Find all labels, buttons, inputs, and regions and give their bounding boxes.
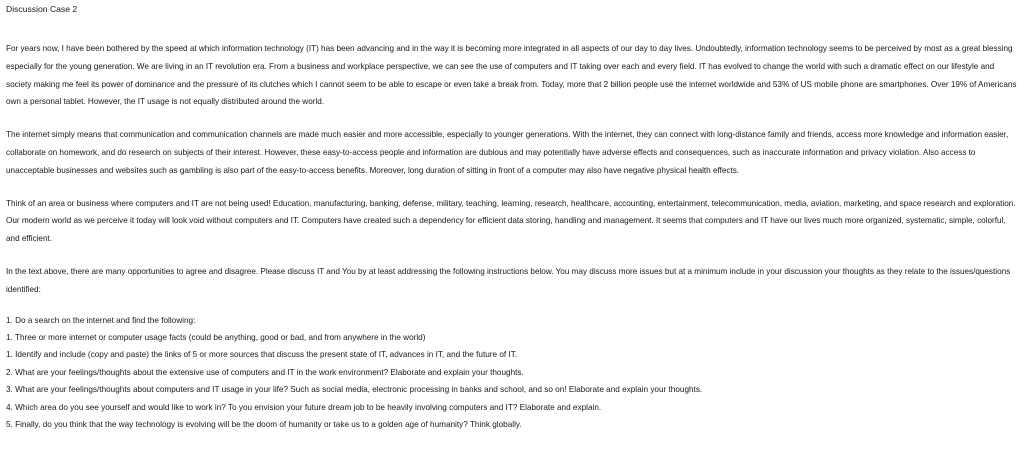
list-item: 1. Do a search on the internet and find the following: xyxy=(6,315,196,325)
paragraph-computers-everywhere: Think of an area or business where computers and IT are not being used! Education, manufacturing, banking, defense, military, teaching, learning, research, healthcare, accounting, entertainment, telecommunication, media, aviation, marketing, and space research and exploration. Our modern world as we perceive it today will look void without computers and IT. Computers have created such a dependency for efficient data storing, handling and management. It seems that computers and IT have our lives much more organized, systematic, simple, colorful, and efficient. xyxy=(6,198,1016,244)
document-title: Discussion Case 2 xyxy=(6,4,78,14)
paragraph-internet-communication: The internet simply means that communication and communication channels are made much easier and more accessible, especially to younger generations. With the internet, they can connect with long-distance family and friends, access more knowledge and information easier, collaborate on homework, and do research on subjects of their interest. However, these easy-to-access people and information are dubious and may potentially have adverse effects and consequences, such as inaccurate information and privacy violation. Also access to unacceptable businesses and websites such as gambling is also part of the easy-to-access benefits. Moreover, long duration of sitting in front of a computer may also have negative physical health effects. xyxy=(6,130,1009,175)
list-item: 1. Identify and include (copy and paste) the links of 5 or more sources that discuss the present state of IT, advances in IT, and the future of IT. xyxy=(6,350,518,360)
list-item: 4. Which area do you see yourself and would like to work in? To you envision your future dream job to be heavily involving computers and IT? Elaborate and explain. xyxy=(6,402,602,412)
list-item: 1. Three or more internet or computer usage facts (could be anything, good or bad, and from anywhere in the world) xyxy=(6,332,426,342)
instructions-list xyxy=(6,312,1018,434)
document-page xyxy=(0,3,1024,451)
paragraph-discussion-instructions: In the text above, there are many opportunities to agree and disagree. Please discuss IT and You by at least addressing the following instructions below. You may discuss more issues but at a minimum include in your discussion your thoughts as they relate to the issues/questions identified: xyxy=(6,266,1011,294)
list-item: 2. What are your feelings/thoughts about the extensive use of computers and IT in the work environment? Elaborate and explain your thoughts. xyxy=(6,367,524,377)
paragraph-it-advancement: For years now, I have been bothered by the speed at which information technology (IT) has been advancing and in the way it is becoming more integrated in all aspects of our day to day lives. Undoubtedly, information technology seems to be perceived by most as a great blessing especially for the young generation. We are living in an IT revolution era. From a business and workplace perspective, we can see the use of computers and IT taking over each and every field. IT has evolved to change the world with such a dramatic effect on our lifestyle and society making me feel its power of dominance and the pressure of its clutches which I cannot seem to be able to escape or even take a break from. Today, more that 2 billion people use the internet worldwide and 53% of US mobile phone are smartphones. Over 19% of Americans own a personal tablet. However, the IT usage is not equally distributed around the world. xyxy=(6,44,1017,107)
list-item: 3. What are your feelings/thoughts about computers and IT usage in your life? Such as social media, electronic processing in banks and school, and so on! Elaborate and explain your thoughts. xyxy=(6,385,703,395)
list-item: 5. Finally, do you think that the way technology is evolving will be the doom of humanity or take us to a golden age of humanity? Think globally. xyxy=(6,420,522,429)
